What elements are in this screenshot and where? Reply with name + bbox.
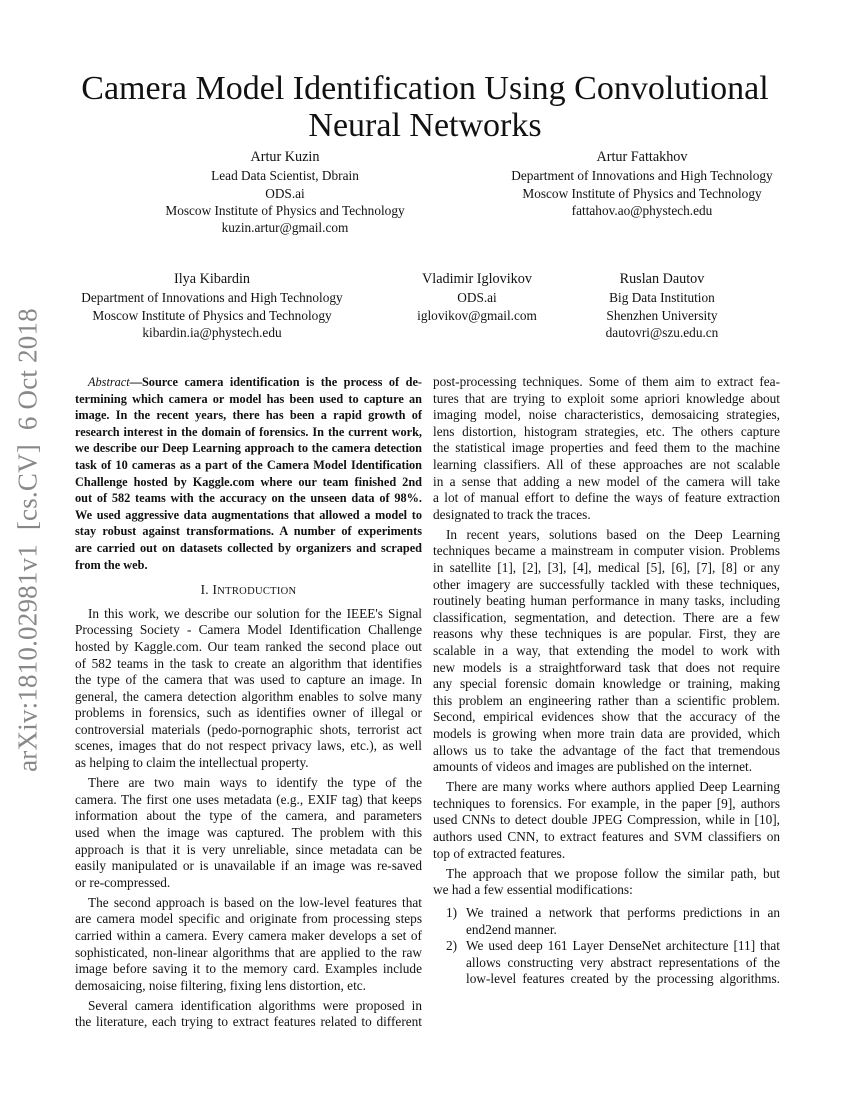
abstract-label: Abstract	[88, 375, 130, 389]
author-name: Vladimir Iglovikov	[422, 271, 532, 287]
text-line: we describe our Deep Learning approach to the camera detection	[75, 441, 422, 456]
text-line: we had a few essential modifications:	[433, 882, 633, 898]
text-line: There are two main ways to identify the type of the	[88, 775, 422, 791]
text-line: allows us to take the advantage of the fact that tremendous	[433, 742, 780, 758]
text-line: techniques became a mainstream in computer vision. Problems	[433, 543, 780, 559]
text-line: We used aggressive data augmentations that allowed a model to	[75, 507, 422, 522]
author-affiliation: Shenzhen University	[606, 307, 718, 323]
list-number: 1)	[446, 904, 458, 920]
title-line: Camera Model Identification Using Convolutional	[81, 70, 769, 107]
author-affiliation: Moscow Institute of Physics and Technology	[92, 307, 332, 323]
text-line: We used deep 161 Layer DenseNet architecture [11] that	[466, 938, 780, 954]
text-line: the statistical image properties and feed them to the machine	[433, 440, 780, 456]
text-line: In this work, we describe our solution for the IEEE's Signal	[88, 605, 422, 621]
text-line: Several camera identification algorithms were proposed in	[88, 997, 422, 1013]
text-line: from the web.	[75, 557, 148, 572]
paragraph	[433, 527, 780, 776]
text-line: problems in forensics, such as identifies owner of illegal or	[75, 705, 422, 721]
text-line: a lot of manual effort to define the ways of feature extraction	[433, 490, 780, 506]
author-block	[511, 149, 772, 219]
author-block	[81, 271, 342, 341]
text-line: research interest in the domain of forensics. In the current work,	[75, 424, 422, 439]
text-line: termining which camera or model has been used to capture an	[75, 391, 422, 406]
abstract	[75, 374, 422, 573]
text-line: Processing Society - Camera Model Identification Challenge	[75, 622, 422, 638]
text-line: general, the camera detection algorithm enables to solve many	[75, 688, 422, 704]
text-line: out of 582 teams with the accuracy on the unseen data of 98%.	[75, 491, 422, 506]
list-item	[433, 905, 780, 938]
author-affiliation: ODS.ai	[265, 185, 305, 201]
paper-title	[0, 70, 850, 144]
paragraph	[433, 779, 780, 862]
author-block	[165, 149, 404, 236]
author-block	[606, 271, 719, 341]
text-line: post-processing techniques. Some of them aim to extract fea-	[433, 374, 780, 389]
text-line: The second approach is based on the low-level features that	[88, 894, 422, 910]
text-line: of 582 teams in the task to create an algorithm that identifies	[75, 655, 422, 671]
text-line: The approach that we propose follow the similar path, but	[446, 865, 780, 881]
section-heading-introduction	[75, 582, 422, 601]
text-line: image. In the recent years, there has been a rapid growth of	[75, 408, 422, 423]
section-title: NTRODUCTION	[217, 586, 297, 598]
text-line: used when the image was captured. The problem with this	[75, 824, 422, 840]
paragraph	[433, 866, 780, 899]
author-affiliation: Department of Innovations and High Technology	[81, 290, 343, 306]
author-affiliation: Moscow Institute of Physics and Technology	[522, 185, 762, 201]
text-line: information about the type of the camera, and parameters	[75, 808, 422, 824]
text-line: any special forensic domain knowledge or training, making	[433, 676, 780, 692]
text-line: scalable in a way, that extending the model to work with	[433, 643, 780, 658]
text-line: tures that are trying to exploit some apriori knowledge about	[433, 390, 780, 406]
text-line: amounts of videos and images are published on the internet.	[433, 759, 753, 775]
text-line: as helping to claim the intellectual property.	[75, 755, 309, 771]
author-email: dautovri@szu.edu.cn	[605, 324, 719, 340]
text-line: techniques to forensics. For example, in the paper [9], authors	[433, 795, 780, 811]
text-line: easily manipulated or is unavailable if an image was re-saved	[75, 858, 422, 874]
text-line: controversial materials (pedo-pornographic shots, terrorist act	[75, 721, 422, 737]
text-line: reasons why these techniques is are popular. First, they are	[433, 626, 780, 642]
list-item	[433, 938, 780, 988]
text-line: There are many works where authors applied Deep Learning	[446, 779, 780, 795]
text-line: We trained a network that performs predictions in an	[466, 904, 780, 920]
section-initial: I	[212, 582, 218, 598]
text-line: the type of the camera that was used to capture an image. In	[75, 672, 422, 688]
text-line: in satellite [1], [2], [3], [4], medical [5], [6], [7], [8] or any	[433, 560, 780, 576]
author-name: Ilya Kibardin	[173, 271, 251, 287]
text-line	[75, 374, 422, 391]
paragraph	[433, 374, 780, 523]
text-line: camera. The first one uses metadata (e.g., EXIF tag) that keeps	[75, 791, 422, 807]
text-line: used CNNs to detect double JPEG Compression, while in [10],	[433, 812, 780, 828]
text-line: stay robust against transformations. A number of experiments	[75, 524, 422, 539]
text-line: task of 10 cameras as a part of the Camera Model Identification	[75, 457, 422, 472]
text-line: or re-compressed.	[75, 874, 171, 890]
text-line: approach is that it is very unreliable, since metadata can be	[75, 841, 422, 857]
text-line: this problem an engineering rather than a scientific problem.	[433, 692, 780, 708]
section-number: I.	[200, 582, 213, 598]
left-body	[75, 606, 422, 1031]
abstract-text: —Source camera identification is the process of de-	[129, 375, 422, 389]
text-line: allows constructing very abstract representations of the	[466, 954, 780, 970]
author-email: fattahov.ao@phystech.edu	[571, 202, 713, 218]
text-line: the literature, each trying to extract features related to different	[75, 1014, 422, 1030]
author-name: Ruslan Dautov	[619, 271, 705, 287]
paragraph	[75, 606, 422, 772]
text-line: new models is a straightforward task that does not require	[433, 659, 780, 675]
paragraph	[75, 775, 422, 891]
title-line: Neural Networks	[308, 107, 542, 144]
text-line: image before saving it to the memory card. Examples include	[75, 961, 422, 977]
right-body	[433, 374, 780, 899]
text-line: scenes, images that do not respect privacy laws, etc.), as well	[75, 738, 422, 754]
author-affiliation: Lead Data Scientist, Dbrain	[211, 168, 359, 184]
right-column	[433, 374, 780, 988]
text-line: models is growing when more train data are provided, which	[433, 725, 780, 741]
text-line: low-level features created by the processing algorithms.	[466, 971, 780, 987]
text-line: imaging model, noise characteristics, demosaicing strategies,	[433, 407, 780, 423]
author-block	[417, 271, 537, 324]
author-affiliation: Department of Innovations and High Technology	[511, 168, 773, 184]
author-name: Artur Kuzin	[250, 149, 320, 165]
arxiv-stamp: arXiv:1810.02981v1 [cs.CV] 6 Oct 2018	[12, 308, 43, 772]
text-line: other imagery are successfully tackled with these techniques,	[433, 576, 780, 592]
text-line: designated to track the traces.	[433, 506, 591, 522]
text-line: are carried out on datasets collected by organizers and scraped	[75, 540, 422, 555]
text-line: classification, segmentation, and detection. There are a few	[433, 609, 780, 625]
text-line: top of extracted features.	[433, 845, 566, 861]
modifications-list	[433, 905, 780, 988]
author-affiliation: ODS.ai	[457, 290, 497, 306]
author-affiliation: Moscow Institute of Physics and Technology	[165, 202, 405, 218]
text-line: are camera model specific and originate from processing steps	[75, 911, 422, 927]
text-line: demosaicing, noise filtering, fixing lens distortion, etc.	[75, 977, 366, 993]
text-line: learning classifiers. All of these approaches are not scalable	[433, 456, 780, 472]
paragraph	[75, 998, 422, 1031]
text-line: In recent years, solutions based on the Deep Learning	[446, 526, 780, 542]
text-line: hosted by Kaggle.com. Our team ranked the second place out	[75, 638, 422, 654]
text-line: lens distortion, histogram strategies, etc. The others capture	[433, 423, 780, 439]
author-email: kuzin.artur@gmail.com	[221, 220, 349, 236]
text-line: Second, empirical evidences show that the accuracy of the	[433, 709, 780, 725]
left-column	[75, 374, 422, 1035]
text-line: in a sense that adding a new model of the camera will take	[433, 473, 780, 489]
author-email: kibardin.ia@phystech.edu	[142, 324, 282, 340]
author-name: Artur Fattakhov	[596, 149, 688, 165]
text-line: Challenge hosted by Kaggle.com where our team finished 2nd	[75, 474, 422, 489]
text-line: carried within a camera. Every camera maker develops a set of	[75, 928, 422, 943]
text-line: routinely beating human performance in many tasks, including	[433, 593, 780, 609]
author-affiliation: Big Data Institution	[609, 290, 715, 306]
text-line: authors used CNN, to extract features and SVM classifiers on	[433, 829, 780, 845]
paragraph	[75, 895, 422, 995]
text-line: end2end manner.	[466, 921, 557, 937]
text-line: sophisticated, non-linear algorithms that are applied to the raw	[75, 944, 422, 960]
author-email: iglovikov@gmail.com	[417, 307, 537, 323]
list-number: 2)	[446, 938, 458, 954]
